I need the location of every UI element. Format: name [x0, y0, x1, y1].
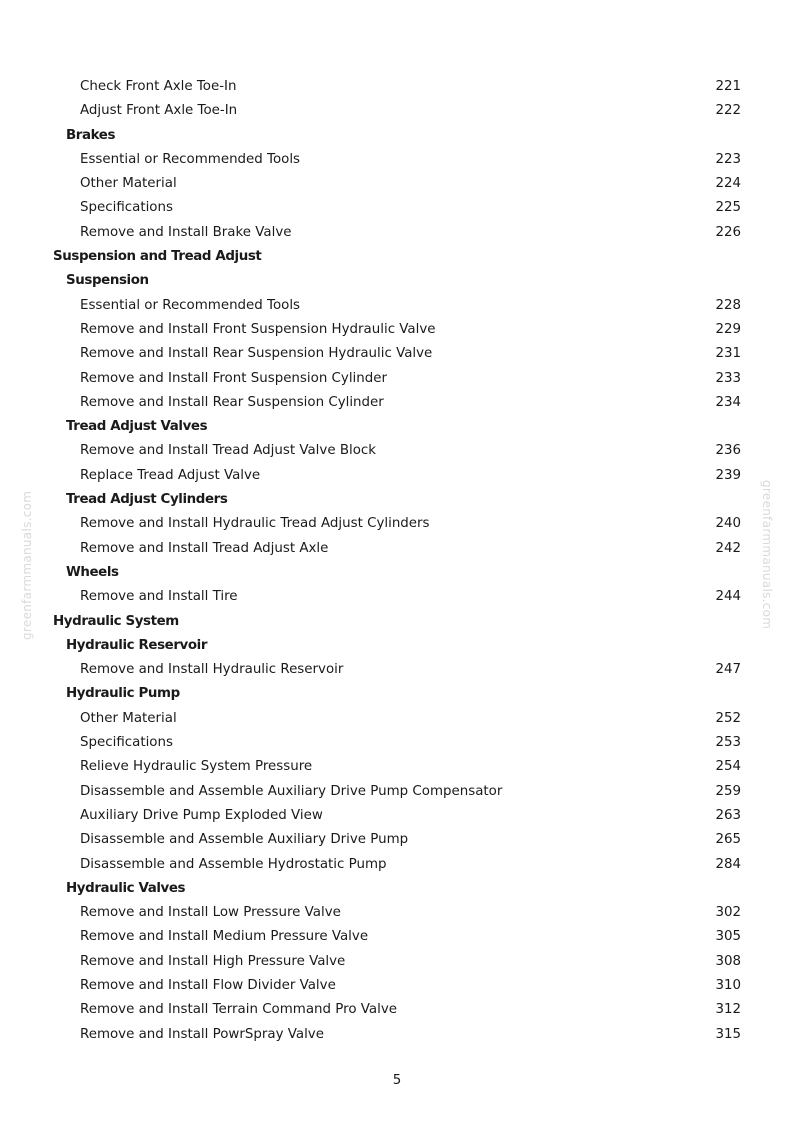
toc-entry-title: Remove and Install Brake Valve	[80, 224, 292, 240]
toc-entry-page-number: 221	[715, 79, 741, 94]
toc-entry[interactable]	[0, 658, 794, 682]
toc-entry-page-number: 239	[715, 467, 741, 483]
toc-entry[interactable]	[0, 950, 794, 974]
toc-entry-title: Adjust Front Axle Toe-In	[80, 103, 238, 119]
toc-entry-title: Remove and Install Hydraulic Reservoir	[80, 662, 344, 678]
toc-entry-title: Hydraulic System	[53, 613, 179, 629]
toc-entry-page-number: 252	[715, 710, 741, 726]
toc-entry-title: Suspension and Tread Adjust	[53, 249, 262, 265]
toc-entry-page-number: 305	[715, 929, 741, 945]
toc-entry[interactable]	[0, 99, 794, 123]
toc-entry[interactable]	[0, 1023, 794, 1047]
toc-entry-title: Remove and Install Tread Adjust Valve Block	[80, 443, 377, 459]
toc-entry-title: Remove and Install Tread Adjust Axle	[80, 540, 329, 556]
toc-entry-title: Other Material	[80, 176, 177, 192]
toc-entry-page-number: 263	[715, 807, 741, 823]
toc-entry[interactable]	[0, 196, 794, 220]
toc-entry[interactable]	[0, 148, 794, 172]
toc-entry[interactable]	[0, 828, 794, 852]
toc-entry-title: Essential or Recommended Tools	[80, 297, 301, 313]
toc-entry-page-number: 231	[715, 346, 741, 362]
toc-entry-page-number: 259	[715, 783, 741, 799]
toc-entry-page-number: 315	[715, 1026, 741, 1042]
toc-entry-page-number: 302	[715, 905, 741, 921]
toc-entry-page-number: 222	[715, 103, 741, 119]
toc-section-heading[interactable]	[0, 610, 794, 634]
toc-entry-page-number: 242	[715, 540, 741, 556]
toc-subsection-heading[interactable]	[0, 682, 794, 706]
toc-entry-page-number: 308	[715, 953, 741, 969]
toc-entry-title: Remove and Install Front Suspension Hydraulic Valve	[80, 321, 436, 337]
toc-entry[interactable]	[0, 974, 794, 998]
toc-entry[interactable]	[0, 925, 794, 949]
toc-entry-page-number: 228	[715, 297, 741, 313]
toc-subsection-heading[interactable]	[0, 269, 794, 293]
toc-entry-page-number: 229	[715, 321, 741, 337]
table-of-contents	[0, 75, 794, 1047]
toc-entry[interactable]	[0, 439, 794, 463]
toc-entry-title: Specifications	[80, 735, 173, 751]
toc-entry[interactable]	[0, 367, 794, 391]
toc-entry-title: Relieve Hydraulic System Pressure	[80, 759, 313, 775]
toc-entry-title: Remove and Install Front Suspension Cylinder	[80, 370, 388, 386]
toc-entry[interactable]	[0, 731, 794, 755]
toc-entry-title: Remove and Install Medium Pressure Valve	[80, 929, 369, 945]
toc-entry-page-number: 234	[715, 394, 741, 410]
toc-entry-title: Hydraulic Pump	[66, 686, 180, 702]
toc-entry-page-number: 240	[715, 516, 741, 532]
toc-subsection-heading[interactable]	[0, 877, 794, 901]
toc-entry[interactable]	[0, 391, 794, 415]
toc-entry-title: Hydraulic Reservoir	[66, 637, 208, 653]
toc-subsection-heading[interactable]	[0, 124, 794, 148]
toc-entry[interactable]	[0, 221, 794, 245]
toc-subsection-heading[interactable]	[0, 415, 794, 439]
toc-entry[interactable]	[0, 537, 794, 561]
toc-entry-title: Remove and Install Rear Suspension Hydraulic Valve	[80, 346, 433, 362]
toc-entry[interactable]	[0, 294, 794, 318]
toc-entry-title: Disassemble and Assemble Auxiliary Drive Pump Compensator	[80, 783, 503, 799]
toc-entry-title: Remove and Install Terrain Command Pro Valve	[80, 1002, 397, 1018]
toc-entry-page-number: 224	[715, 176, 741, 192]
toc-entry-title: Remove and Install PowrSpray Valve	[80, 1026, 324, 1042]
toc-entry-title: Remove and Install Low Pressure Valve	[80, 905, 341, 921]
toc-entry-title: Hydraulic Valves	[66, 880, 186, 896]
toc-entry-page-number: 233	[715, 370, 741, 386]
toc-entry-title: Tread Adjust Cylinders	[66, 492, 228, 508]
toc-entry-title: Suspension	[66, 273, 149, 289]
page-number: 5	[392, 1073, 402, 1088]
toc-entry[interactable]	[0, 512, 794, 536]
toc-entry-page-number: 312	[715, 1002, 741, 1018]
toc-entry-title: Essential or Recommended Tools	[80, 151, 301, 167]
toc-entry-page-number: 310	[715, 977, 741, 993]
toc-entry-title: Tread Adjust Valves	[66, 419, 208, 435]
toc-entry-title: Remove and Install Rear Suspension Cylinder	[80, 394, 384, 410]
toc-entry[interactable]	[0, 707, 794, 731]
toc-entry[interactable]	[0, 901, 794, 925]
toc-entry-page-number: 254	[715, 759, 741, 775]
toc-entry-title: Disassemble and Assemble Hydrostatic Pump	[80, 856, 387, 872]
toc-entry[interactable]	[0, 75, 794, 99]
toc-entry[interactable]	[0, 755, 794, 779]
toc-section-heading[interactable]	[0, 245, 794, 269]
toc-entry[interactable]	[0, 585, 794, 609]
toc-entry-title: Specifications	[80, 200, 173, 216]
toc-entry-page-number: 244	[715, 589, 741, 605]
toc-entry-title: Disassemble and Assemble Auxiliary Drive Pump	[80, 832, 409, 848]
toc-entry-title: Remove and Install Hydraulic Tread Adjust Cylinders	[80, 516, 430, 532]
toc-entry[interactable]	[0, 804, 794, 828]
toc-entry-page-number: 223	[715, 151, 741, 167]
toc-entry-page-number: 284	[715, 856, 741, 872]
toc-entry-title: Wheels	[66, 564, 119, 580]
toc-entry[interactable]	[0, 853, 794, 877]
toc-entry-title: Remove and Install High Pressure Valve	[80, 953, 346, 969]
watermark-left: greenfarmmanuals.com	[20, 490, 34, 640]
toc-entry-page-number: 253	[715, 735, 741, 751]
toc-subsection-heading[interactable]	[0, 561, 794, 585]
toc-entry-title: Auxiliary Drive Pump Exploded View	[80, 807, 323, 823]
toc-entry[interactable]	[0, 780, 794, 804]
watermark-right: greenfarmmanuals.com	[760, 480, 774, 630]
toc-entry[interactable]	[0, 318, 794, 342]
toc-entry[interactable]	[0, 172, 794, 196]
toc-entry-title: Remove and Install Flow Divider Valve	[80, 977, 336, 993]
toc-entry-page-number: 226	[715, 224, 741, 240]
toc-entry-title: Check Front Axle Toe-In	[80, 79, 237, 94]
toc-subsection-heading[interactable]	[0, 634, 794, 658]
toc-entry-title: Other Material	[80, 710, 177, 726]
toc-entry[interactable]	[0, 342, 794, 366]
toc-entry-title: Replace Tread Adjust Valve	[80, 467, 261, 483]
toc-entry[interactable]	[0, 464, 794, 488]
toc-entry-title: Remove and Install Tire	[80, 589, 238, 605]
toc-entry-title: Brakes	[66, 127, 116, 143]
toc-entry-page-number: 247	[715, 662, 741, 678]
toc-entry-page-number: 225	[715, 200, 741, 216]
toc-entry-page-number: 265	[715, 832, 741, 848]
toc-entry[interactable]	[0, 998, 794, 1022]
toc-entry-page-number: 236	[715, 443, 741, 459]
toc-subsection-heading[interactable]	[0, 488, 794, 512]
